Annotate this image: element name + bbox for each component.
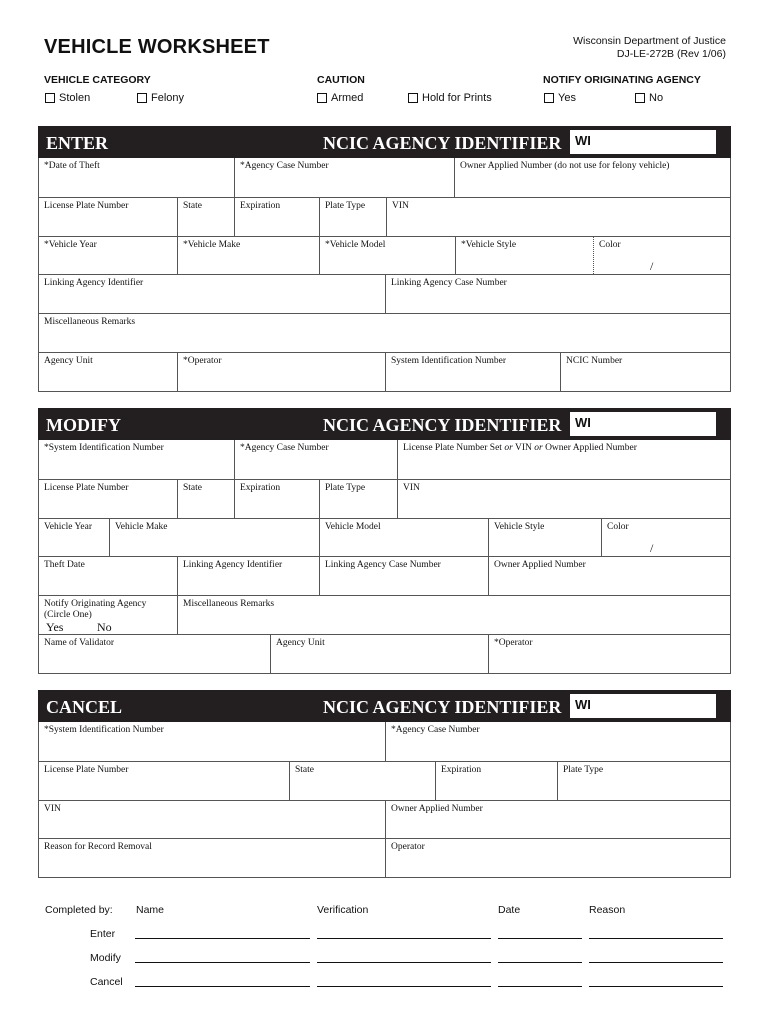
cancel-date-line[interactable] (498, 986, 582, 987)
cancel-verification-line[interactable] (317, 986, 491, 987)
notify-no-option[interactable]: No (97, 620, 112, 635)
vehicle-year-field[interactable]: Vehicle Year (44, 521, 93, 532)
notify-no-checkbox[interactable] (635, 92, 663, 104)
notify-yes-option[interactable]: Yes (46, 620, 64, 635)
hold-for-prints-label: Hold for Prints (422, 92, 492, 104)
modify-verification-line[interactable] (317, 962, 491, 963)
agency-case-number-field[interactable]: *Agency Case Number (234, 440, 397, 479)
misc-remarks-field[interactable]: Miscellaneous Remarks (44, 317, 136, 328)
modify-reason-line[interactable] (589, 962, 723, 963)
cancel-row-1 (39, 722, 730, 761)
expiration-field[interactable]: Expiration (234, 480, 319, 518)
reason-for-record-removal-field[interactable]: Reason for Record Removal (44, 842, 152, 853)
owner-applied-number-field[interactable]: Owner Applied Number (385, 801, 732, 839)
modify-grid (38, 440, 731, 674)
cancel-grid (38, 722, 731, 878)
or-text: or (534, 443, 543, 453)
ncic-agency-identifier-label: NCIC AGENCY IDENTIFIER (323, 697, 562, 717)
owner-applied-number-field[interactable]: Owner Applied Number (488, 557, 732, 595)
enter-name-line[interactable] (135, 938, 310, 939)
color-slash: / (650, 540, 654, 555)
expiration-field[interactable]: Expiration (234, 198, 319, 236)
modify-label: MODIFY (46, 415, 121, 435)
ncic-agency-identifier-label: NCIC AGENCY IDENTIFIER (323, 415, 562, 435)
operator-field[interactable]: *Operator (177, 353, 385, 391)
checkbox-box[interactable] (635, 93, 645, 103)
checkbox-box[interactable] (408, 93, 418, 103)
linking-agency-case-number-field[interactable]: Linking Agency Case Number (385, 275, 732, 313)
plate-type-field[interactable]: Plate Type (557, 762, 732, 800)
enter-row-1 (39, 158, 730, 197)
owner-applied-text: Owner Applied Number (542, 443, 637, 453)
owner-applied-number-field[interactable]: Owner Applied Number (do not use for felony vehicle) (454, 158, 732, 197)
enter-row-6 (39, 352, 730, 391)
felony-label: Felony (151, 92, 185, 104)
notify-no-label: No (649, 92, 664, 104)
modify-row-1 (39, 440, 730, 479)
checkbox-box[interactable] (544, 93, 554, 103)
form-number: DJ-LE-272B (Rev 1/06) (616, 48, 726, 60)
felony-checkbox[interactable] (137, 92, 184, 104)
circle-one-label: (Circle One) (44, 610, 92, 621)
enter-label: ENTER (46, 133, 109, 153)
agency-info (573, 35, 726, 61)
completed-by-label: Completed by: (45, 904, 113, 916)
enter-row-label: Enter (90, 928, 116, 940)
color-slash: / (650, 258, 654, 273)
lpn-set-text: License Plate Number Set (403, 443, 505, 453)
name-of-validator-field[interactable]: Name of Validator (44, 637, 114, 648)
expiration-field[interactable]: Expiration (435, 762, 557, 800)
state-field[interactable]: State (289, 762, 435, 800)
enter-grid (38, 158, 731, 392)
cancel-reason-line[interactable] (589, 986, 723, 987)
operator-field[interactable]: *Operator (488, 635, 732, 673)
verification-column-label: Verification (317, 904, 369, 916)
vehicle-make-field[interactable]: Vehicle Make (109, 519, 319, 557)
armed-checkbox[interactable] (317, 92, 363, 104)
misc-remarks-field[interactable]: Miscellaneous Remarks (177, 596, 732, 634)
vin-field[interactable]: VIN (386, 198, 732, 236)
system-identification-number-field[interactable]: *System Identification Number (44, 443, 164, 453)
agency-case-number-field[interactable]: *Agency Case Number (385, 722, 732, 761)
vehicle-model-field[interactable]: *Vehicle Model (319, 237, 455, 275)
vehicle-category-heading: VEHICLE CATEGORY (44, 74, 151, 86)
modify-row-3 (39, 518, 730, 557)
ncic-number-field[interactable]: NCIC Number (560, 353, 732, 391)
date-column-label: Date (498, 904, 521, 916)
ncic-agency-identifier-field[interactable]: WI (570, 412, 716, 436)
cancel-row-2 (39, 761, 730, 800)
agency-name: Wisconsin Department of Justice (573, 35, 726, 47)
plate-type-field[interactable]: Plate Type (319, 198, 386, 236)
enter-row-2 (39, 197, 730, 236)
agency-unit-field[interactable]: Agency Unit (44, 355, 93, 366)
date-of-theft-field[interactable]: *Date of Theft (44, 161, 100, 171)
notify-originating-agency-label: Notify Originating Agency (44, 599, 147, 610)
license-plate-number-field[interactable]: License Plate Number (44, 764, 129, 775)
notify-yes-checkbox[interactable] (544, 92, 576, 104)
notify-heading: NOTIFY ORIGINATING AGENCY (543, 74, 701, 86)
vehicle-model-field[interactable]: Vehicle Model (319, 519, 488, 557)
modify-row-5 (39, 595, 730, 634)
system-identification-number-field[interactable]: *System Identification Number (44, 725, 164, 735)
ncic-agency-identifier-field[interactable]: WI (570, 694, 716, 718)
enter-reason-line[interactable] (589, 938, 723, 939)
checkbox-box[interactable] (45, 93, 55, 103)
modify-header-bar (38, 408, 731, 440)
enter-row-5 (39, 313, 730, 352)
vehicle-style-field[interactable]: *Vehicle Style (455, 237, 593, 275)
vin-text: VIN (512, 443, 535, 453)
cancel-row-label: Cancel (90, 976, 123, 988)
lpn-set-or-vin-field[interactable] (397, 440, 732, 479)
agency-case-number-field[interactable]: *Agency Case Number (234, 158, 454, 197)
ncic-agency-identifier-field[interactable]: WI (570, 130, 716, 154)
form-title: VEHICLE WORKSHEET (44, 36, 270, 58)
modify-row-2 (39, 479, 730, 518)
license-plate-number-field[interactable]: License Plate Number (44, 482, 129, 493)
state-field[interactable]: State (177, 480, 234, 518)
state-field[interactable]: State (177, 198, 234, 236)
cancel-label: CANCEL (46, 697, 123, 717)
ncic-agency-identifier-label: NCIC AGENCY IDENTIFIER (323, 133, 562, 153)
enter-header-bar (38, 126, 731, 158)
modify-date-line[interactable] (498, 962, 582, 963)
linking-agency-identifier-field[interactable]: Linking Agency Identifier (44, 278, 144, 289)
reason-column-label: Reason (589, 904, 626, 916)
armed-label: Armed (331, 92, 364, 104)
modify-row-label: Modify (90, 952, 121, 964)
cancel-header-bar (38, 690, 731, 722)
license-plate-number-field[interactable]: License Plate Number (44, 200, 129, 211)
caution-heading: CAUTION (317, 74, 365, 86)
linking-agency-identifier-field[interactable]: Linking Agency Identifier (177, 557, 319, 595)
color-field[interactable]: Color (601, 519, 732, 557)
vin-field[interactable]: VIN (397, 480, 732, 518)
enter-row-4 (39, 274, 730, 313)
cancel-row-3 (39, 800, 730, 839)
notify-yes-label: Yes (558, 92, 576, 104)
enter-date-line[interactable] (498, 938, 582, 939)
linking-agency-case-number-field[interactable]: Linking Agency Case Number (319, 557, 488, 595)
agency-unit-field[interactable]: Agency Unit (270, 635, 488, 673)
checkbox-box[interactable] (137, 93, 147, 103)
vehicle-year-field[interactable]: *Vehicle Year (44, 239, 97, 250)
stolen-checkbox[interactable] (45, 92, 90, 104)
enter-verification-line[interactable] (317, 938, 491, 939)
color-field[interactable]: Color (593, 237, 732, 275)
vehicle-make-field[interactable]: *Vehicle Make (177, 237, 319, 275)
or-text: or (504, 443, 513, 453)
cancel-name-line[interactable] (135, 986, 310, 987)
modify-row-4 (39, 556, 730, 595)
modify-row-6 (39, 634, 730, 673)
checkbox-box[interactable] (317, 93, 327, 103)
stolen-label: Stolen (59, 92, 91, 104)
plate-type-field[interactable]: Plate Type (319, 480, 397, 518)
name-column-label: Name (136, 904, 165, 916)
theft-date-field[interactable]: Theft Date (44, 560, 85, 571)
enter-row-3 (39, 236, 730, 275)
modify-name-line[interactable] (135, 962, 310, 963)
system-identification-number-field[interactable]: System Identification Number (385, 353, 560, 391)
vehicle-style-field[interactable]: Vehicle Style (488, 519, 601, 557)
operator-field[interactable]: Operator (385, 839, 732, 877)
vin-field[interactable]: VIN (44, 803, 61, 814)
cancel-row-4 (39, 838, 730, 877)
hold-for-prints-checkbox[interactable] (408, 92, 492, 104)
